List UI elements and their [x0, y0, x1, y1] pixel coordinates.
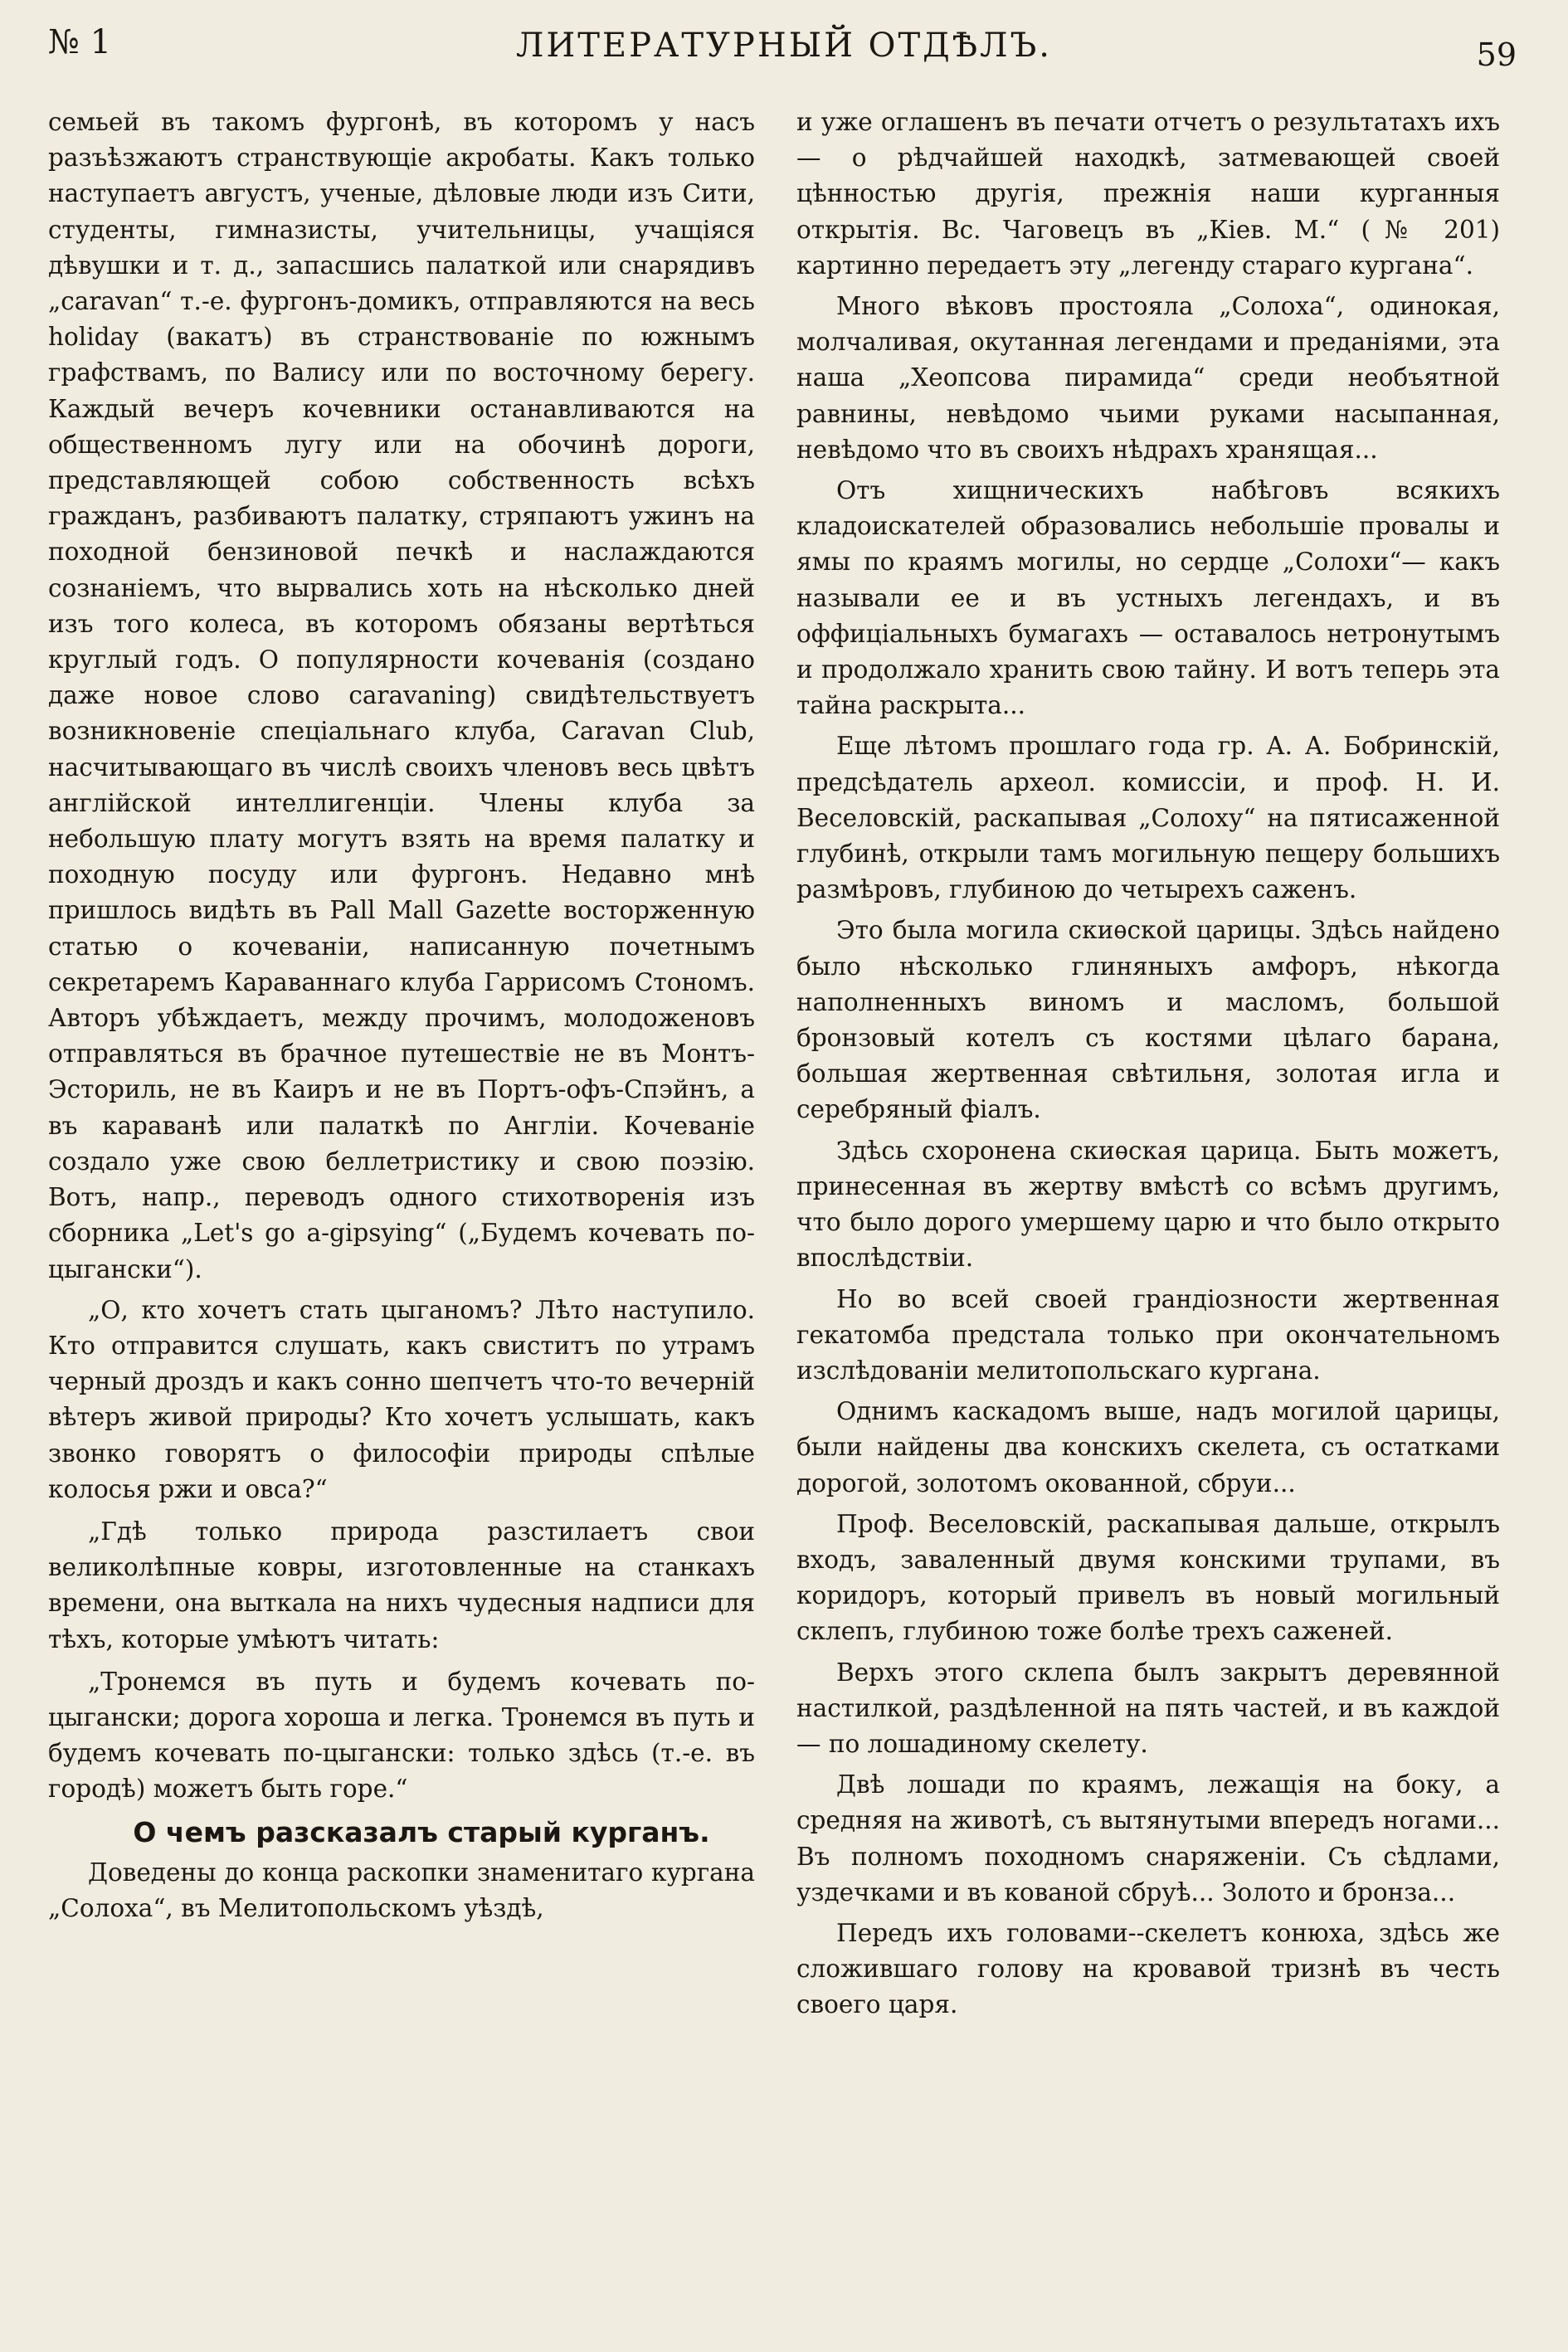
paragraph: Еще лѣтомъ прошлаго года гр. А. А. Бобринскій, предсѣдатель археол. комиссіи, и проф. Н. И. Веселовскій, раскапывая „Солоху“ на пятисаженной глубинѣ, открыли тамъ могильную пещеру большихъ размѣровъ, глубиною до четырехъ саженъ.: [796, 732, 1500, 904]
poem-paragraph: „Гдѣ только природа разстилаетъ свои великолѣпные ковры, изготовленные на станкахъ времени, она выткала на нихъ чудесныя надписи для тѣхъ, которые умѣютъ читать:: [48, 1517, 755, 1653]
paragraph: Передъ ихъ головами--скелетъ конюха, здѣсь же сложившаго голову на кровавой тризнѣ въ честь своего царя.: [796, 1918, 1500, 2019]
paragraph: семьей въ такомъ фургонѣ, въ которомъ у насъ разъѣзжаютъ странствующіе акробаты. Какъ только наступаетъ августъ, ученые, дѣловые люди изъ Сити, студенты, гимназисты, учительницы, учащіяся дѣвушки и т. д., запасшись палаткой или снарядивъ „caravan“ т.-е. фургонъ-домикъ, отправляются на весь holiday (вакатъ) въ странствованіе по южнымъ графствамъ, по Валису или по восточному берегу. Каждый вечеръ кочевники останавливаются на общественномъ лугу или на обочинѣ дороги, представляющей собою собственность всѣхъ гражданъ, разбиваютъ палатку, стряпаютъ ужинъ на походной бензиновой печкѣ и наслаждаются сознаніемъ, что вырвались хоть на нѣсколько дней изъ того колеса, въ которомъ обязаны вертѣться круглый годъ. О популярности кочеванія (создано даже новое слово caravaning) свидѣтельствуетъ возникновеніе спеціальнаго клуба, Caravan Club, насчитывающаго въ числѣ своихъ членовъ весь цвѣтъ англійской интеллигенціи. Члены клуба за небольшую плату могутъ взять на время палатку и походную посуду или фургонъ. Недавно мнѣ пришлось видѣть въ Pall Mall Gazette восторженную статью о кочеваніи, написанную почетнымъ секретаремъ Караваннаго клуба Гаррисомъ Стономъ. Авторъ убѣждаетъ, между прочимъ, молодоженовъ отправляться въ брачное путешествіе не въ Монтъ-Эсториль, не въ Каиръ и не въ Портъ-офъ-Спэйнъ, а въ караванѣ или палаткѣ по Англіи. Кочеваніе создало уже свою беллетристику и свою поэзію. Вотъ, напр., переводъ одного стихотворенія изъ сборника „Let's go a-gipsying“ („Будемъ кочевать по-цыгански“).: [48, 108, 755, 1283]
article-heading: О чемъ разсказалъ старый курганъ.: [133, 1815, 710, 1848]
paragraph: Отъ хищническихъ набѣговъ всякихъ кладоискателей образовались небольшіе провалы и ямы по краямъ могилы, но сердце „Солохи“— какъ называли ее и въ устныхъ легендахъ, и въ оффиціальныхъ бумагахъ — оставалось нетронутымъ и продолжало хранить свою тайну. И вотъ теперь эта тайна раскрыта...: [796, 476, 1500, 720]
paragraph: Доведены до конца раскопки знаменитаго кургана „Солоха“, въ Мелитопольскомъ уѣздѣ,: [48, 1858, 755, 1922]
paragraph: Верхъ этого склепа былъ закрытъ деревянной настилкой, раздѣленной на пять частей, и въ каждой — по лошадиному скелету.: [796, 1658, 1500, 1758]
paragraph: Это была могила скиѳской царицы. Здѣсь найдено было нѣсколько глиняныхъ амфоръ, нѣкогда наполненныхъ виномъ и масломъ, большой бронзовый котелъ съ костями цѣлаго барана, большая жертвенная свѣтильня, золотая игла и серебряный фіалъ.: [796, 916, 1500, 1124]
paragraph: Но во всей своей грандіозности жертвенная гекатомба предстала только при окончательномъ изслѣдованіи мелитопольскаго кургана.: [796, 1284, 1500, 1385]
section-title: ЛИТЕРАТУРНЫЙ ОТДѢЛЪ.: [515, 27, 1052, 65]
page-number: 59: [1476, 37, 1517, 73]
issue-number: № 1: [48, 23, 112, 61]
poem-paragraph: „О, кто хочетъ стать цыганомъ? Лѣто наступило. Кто отправится слушать, какъ свиститъ по утрамъ черный дроздъ и какъ сонно шепчетъ что-то вечерній вѣтеръ живой природы? Кто хочетъ услышать, какъ звонко говорятъ о философіи природы спѣлые колосья ржи и овса?“: [48, 1295, 755, 1503]
paragraph: Двѣ лошади по краямъ, лежащія на боку, а средняя на животѣ, съ вытянутыми впередъ ногами... Въ полномъ походномъ снаряженіи. Съ сѣдлами, уздечками и въ кованой сбруѣ... Золото и бронза...: [796, 1770, 1500, 1906]
paragraph: и уже оглашенъ въ печати отчетъ о результатахъ ихъ — о рѣдчайшей находкѣ, затмевающей своей цѣнностью другія, прежнія наши курганныя открытія. Вс. Чаговецъ въ „Кіев. М.“ (№ 201) картинно передаетъ эту „легенду стараго кургана“.: [796, 108, 1500, 280]
paragraph: Здѣсь схоронена скиѳская царица. Быть можетъ, принесенная въ жертву вмѣстѣ со всѣмъ другимъ, что было дорого умершему царю и что было открыто впослѣдствіи.: [796, 1136, 1500, 1273]
paragraph: Много вѣковъ простояла „Солоха“, одинокая, молчаливая, окутанная легендами и преданіями, эта наша „Хеопсова пирамида“ среди необъятной равнины, невѣдомо чьими руками насыпанная, невѣдомо что въ своихъ нѣдрахъ хранящая...: [796, 292, 1500, 464]
poem-paragraph: „Тронемся въ путь и будемъ кочевать по-цыгански; дорога хороша и легка. Тронемся въ путь и будемъ кочевать по-цыгански: только здѣсь (т.-е. въ городѣ) можетъ быть горе.“: [48, 1667, 755, 1804]
left-column: [48, 105, 755, 1931]
paragraph: Однимъ каскадомъ выше, надъ могилой царицы, были найдены два конскихъ скелета, съ остатками дорогой, золотомъ окованной, сбруи...: [796, 1397, 1500, 1497]
right-column: [796, 105, 1500, 2028]
paragraph: Проф. Веселовскій, раскапывая дальше, открылъ входъ, заваленный двумя конскими трупами, въ коридоръ, который привелъ въ новый могильный склепъ, глубиною тоже болѣе трехъ саженей.: [796, 1509, 1500, 1646]
